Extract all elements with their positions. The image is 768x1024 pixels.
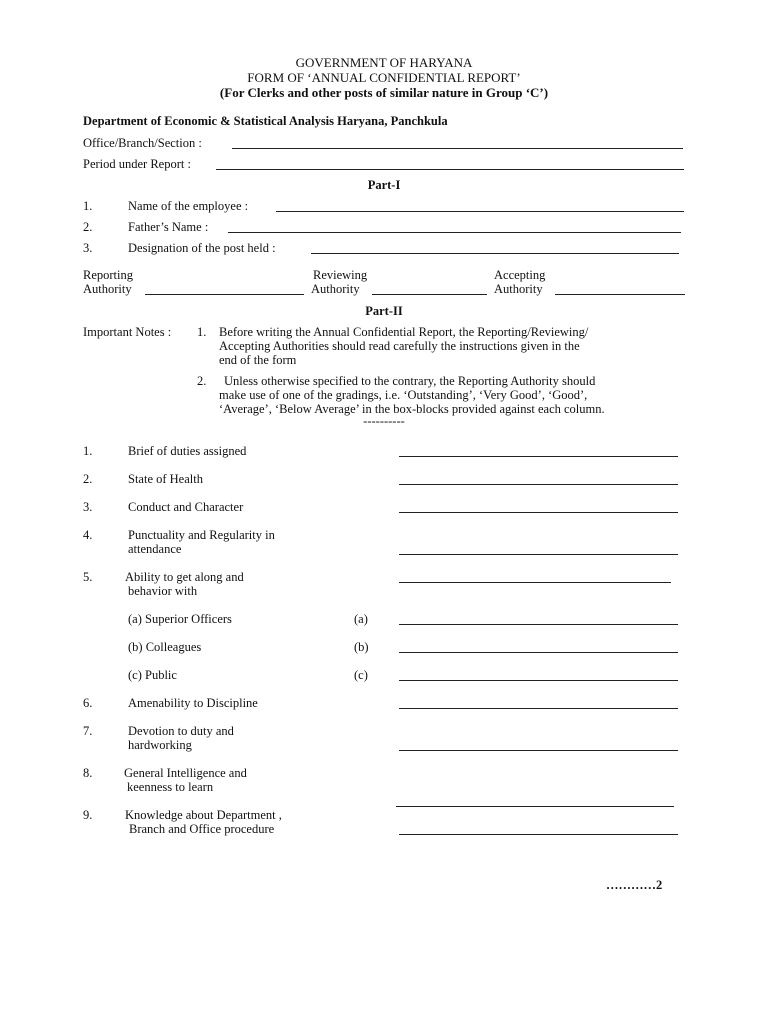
subitem-label: (c) Public <box>128 668 177 682</box>
form-header-subtitle: (For Clerks and other posts of similar nature in Group ‘C’) <box>219 85 549 100</box>
item-number: 2. <box>83 472 93 486</box>
authority-line2: Authority <box>494 282 543 296</box>
designation-label: Designation of the post held : <box>128 241 276 255</box>
subitem-answer-line[interactable] <box>399 652 678 653</box>
subitem-label: (a) Superior Officers <box>128 612 232 626</box>
item-label: behavior with <box>128 584 198 598</box>
item-answer-line[interactable] <box>399 456 678 457</box>
separator: ---------- <box>363 414 405 428</box>
item-number: 5. <box>83 570 93 584</box>
item-answer-line[interactable] <box>399 554 678 555</box>
item-label: keenness to learn <box>127 780 214 794</box>
item-label: Brief of duties assigned <box>128 444 247 458</box>
page-continue-marker: …………2 <box>606 878 663 892</box>
subitem-label: (b) Colleagues <box>128 640 202 654</box>
item-number: 3. <box>83 500 93 514</box>
item-label: Devotion to duty and <box>128 724 234 738</box>
note2-line: Unless otherwise specified to the contrary, the Reporting Authority should <box>224 374 596 388</box>
item-label: Punctuality and Regularity in <box>128 528 275 542</box>
reviewing-authority-line[interactable] <box>372 294 487 295</box>
subitem-answer-line[interactable] <box>399 680 678 681</box>
father-name-label: Father’s Name : <box>128 220 209 234</box>
part2-title: Part-II <box>365 304 403 318</box>
important-notes-label: Important Notes : <box>83 325 172 339</box>
note-number: 1. <box>197 325 207 339</box>
authority-line2: Authority <box>311 282 360 296</box>
item-label: General Intelligence and <box>124 766 247 780</box>
note1-line: Accepting Authorities should read carefully the instructions given in the <box>219 339 580 353</box>
office-label: Office/Branch/Section : <box>83 136 202 150</box>
father-name-line[interactable] <box>228 232 681 233</box>
item-answer-line[interactable] <box>399 512 678 513</box>
item-answer-line[interactable] <box>396 806 674 807</box>
field-number: 2. <box>83 220 93 234</box>
field-number: 3. <box>83 241 93 255</box>
item-answer-line[interactable] <box>399 834 678 835</box>
item-label: Amenability to Discipline <box>128 696 258 710</box>
part1-title: Part-I <box>367 178 401 192</box>
item-label: attendance <box>128 542 182 556</box>
item-label: State of Health <box>128 472 203 486</box>
item-answer-line[interactable] <box>399 484 678 485</box>
item-label: Branch and Office procedure <box>129 822 275 836</box>
item-answer-line[interactable] <box>399 708 678 709</box>
item-label: Knowledge about Department , <box>125 808 282 822</box>
department-name: Department of Economic & Statistical Analysis Haryana, Panchkula <box>83 114 448 128</box>
office-field-line[interactable] <box>232 148 683 149</box>
item-label: Ability to get along and <box>125 570 244 584</box>
period-field-line[interactable] <box>216 169 684 170</box>
item-label: hardworking <box>128 738 192 752</box>
reporting-authority-line[interactable] <box>145 294 304 295</box>
item-number: 4. <box>83 528 93 542</box>
field-number: 1. <box>83 199 93 213</box>
subitem-mark: (c) <box>354 668 368 682</box>
employee-name-line[interactable] <box>276 211 684 212</box>
accepting-authority-line[interactable] <box>555 294 685 295</box>
note2-line: ‘Average’, ‘Below Average’ in the box-blocks provided against each column. <box>219 402 605 416</box>
note1-line: end of the form <box>219 353 297 367</box>
subitem-answer-line[interactable] <box>399 624 678 625</box>
note2-line: make use of one of the gradings, i.e. ‘Outstanding’, ‘Very Good’, ‘Good’, <box>219 388 588 402</box>
item-label: Conduct and Character <box>128 500 244 514</box>
item-answer-line[interactable] <box>399 582 671 583</box>
item-number: 1. <box>83 444 93 458</box>
employee-name-label: Name of the employee : <box>128 199 249 213</box>
designation-line[interactable] <box>311 253 679 254</box>
authority-line1: Reporting <box>83 268 133 282</box>
authority-line1: Accepting <box>494 268 546 282</box>
item-number: 7. <box>83 724 93 738</box>
item-answer-line[interactable] <box>399 750 678 751</box>
authority-line1: Reviewing <box>313 268 368 282</box>
form-header-government: GOVERNMENT OF HARYANA <box>295 55 473 70</box>
subitem-mark: (a) <box>354 612 368 626</box>
item-number: 9. <box>83 808 93 822</box>
item-number: 8. <box>83 766 93 780</box>
authority-line2: Authority <box>83 282 132 296</box>
form-header-title: FORM OF ‘ANNUAL CONFIDENTIAL REPORT’ <box>247 70 521 85</box>
item-number: 6. <box>83 696 93 710</box>
subitem-mark: (b) <box>354 640 369 654</box>
period-label: Period under Report : <box>83 157 191 171</box>
note-number: 2. <box>197 374 207 388</box>
note1-line: Before writing the Annual Confidential Report, the Reporting/Reviewing/ <box>219 325 589 339</box>
